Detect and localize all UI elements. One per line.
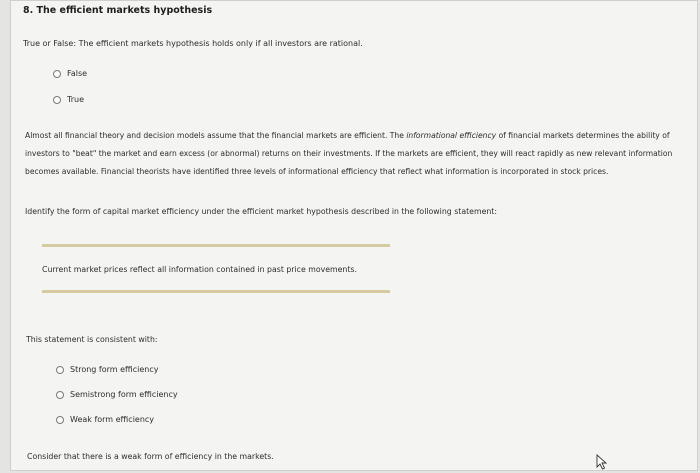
identify-instruction: Identify the form of capital market efficiency under the efficient market hypothesis described in the following statement: [25, 207, 497, 216]
option-strong-form-label: Strong form efficiency [70, 365, 159, 374]
radio-semistrong-form[interactable] [56, 391, 64, 399]
option-semistrong-form-label: Semistrong form efficiency [70, 390, 178, 399]
consider-text: Consider that there is a weak form of efficiency in the markets. [27, 452, 274, 461]
consistent-label: This statement is consistent with: [26, 335, 158, 344]
para-part-1: Almost all financial theory and decision models assume that the financial markets are efficient. The [25, 131, 407, 140]
option-weak-form[interactable] [56, 415, 154, 424]
statement-bottom-rule [42, 290, 390, 293]
q1-option-true-label: True [67, 95, 84, 104]
para-emphasis: informational efficiency [406, 131, 497, 140]
statement-top-rule [42, 244, 390, 247]
question-title: 8. The efficient markets hypothesis [23, 5, 213, 16]
q1-option-false-label: False [67, 69, 88, 78]
q1-option-false[interactable] [53, 69, 87, 78]
option-weak-form-label: Weak form efficiency [70, 415, 155, 424]
radio-true[interactable] [53, 96, 61, 104]
mouse-cursor-icon [596, 454, 608, 470]
option-strong-form[interactable] [56, 365, 159, 374]
question-panel [10, 0, 698, 471]
q1-prompt: True or False: The efficient markets hypothesis holds only if all investors are rational. [23, 39, 363, 48]
radio-strong-form[interactable] [56, 366, 64, 374]
radio-weak-form[interactable] [56, 416, 64, 424]
statement-text: Current market prices reflect all information contained in past price movements. [42, 265, 357, 274]
q1-option-true[interactable] [53, 95, 84, 104]
intro-paragraph [25, 127, 685, 181]
option-semistrong-form[interactable] [56, 390, 178, 399]
para-part-2: of financial markets determines the ability of investors to "beat" the market and earn excess (or abnormal) returns on their investments. If the markets are efficient, they will react rapidly as new relevant information becomes available. Financial theorists have identified three levels of informational efficiency that reflect what information is incorporated in stock prices. [25, 131, 673, 176]
radio-false[interactable] [53, 70, 61, 78]
